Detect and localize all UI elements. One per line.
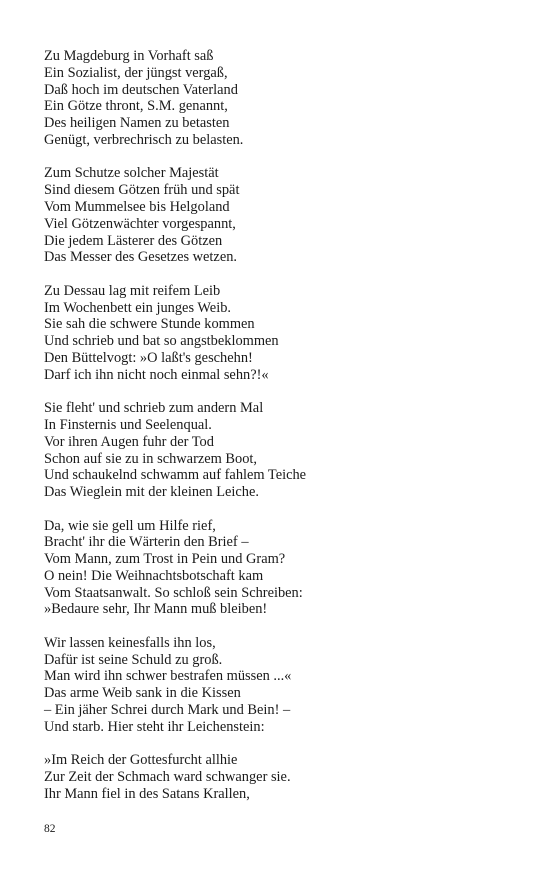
poem-line: Vom Mann, zum Trost in Pein und Gram?: [44, 551, 286, 568]
poem-line: In Finsternis und Seelenqual.: [44, 416, 212, 433]
stanza-1: [44, 48, 514, 149]
poem-line: Sind diesem Götzen früh und spät: [44, 182, 240, 199]
poem-line: Vom Staatsanwalt. So schloß sein Schreiben:: [44, 584, 303, 601]
poem-line: Schon auf sie zu in schwarzem Boot,: [44, 450, 258, 467]
poem-line: Das Wieglein mit der kleinen Leiche.: [44, 484, 259, 501]
stanza-6: [44, 635, 514, 736]
poem-line: – Ein jäher Schrei durch Mark und Bein! –: [44, 702, 291, 719]
stanza-2: [44, 165, 514, 266]
stanza-3: [44, 283, 514, 384]
poem-line: Ein Sozialist, der jüngst vergaß,: [44, 64, 228, 81]
poem-line: Zu Dessau lag mit reifem Leib: [44, 282, 221, 299]
poem-line: Vom Mummelsee bis Helgoland: [44, 198, 230, 215]
poem-line: Genügt, verbrechrisch zu belasten.: [44, 131, 244, 148]
poem-line: O nein! Die Weihnachtsbotschaft kam: [44, 567, 264, 584]
poem-line: Daß hoch im deutschen Vaterland: [44, 81, 238, 98]
poem-line: Und starb. Hier steht ihr Leichenstein:: [44, 718, 265, 735]
poem-line: Man wird ihn schwer bestrafen müssen ...«: [44, 668, 292, 685]
poem-line: Den Büttelvogt: »O laßt's geschehn!: [44, 349, 253, 366]
poem-line: »Bedaure sehr, Ihr Mann muß bleiben!: [44, 601, 268, 618]
poem-line: Zu Magdeburg in Vorhaft saß: [44, 48, 214, 64]
poem-line: Viel Götzenwächter vorgespannt,: [44, 215, 236, 232]
poem-line: Darf ich ihn nicht noch einmal sehn?!«: [44, 366, 269, 383]
poem-line: »Im Reich der Gottesfurcht allhie: [44, 752, 238, 769]
poem-line: Ein Götze thront, S.M. genannt,: [44, 98, 228, 115]
poem-line: Sie sah die schwere Stunde kommen: [44, 316, 255, 333]
poem-line: Ihr Mann fiel in des Satans Krallen,: [44, 785, 250, 802]
stanza-4: [44, 400, 514, 501]
stanza-7: [44, 752, 514, 802]
poem-line: Und schrieb und bat so angstbeklommen: [44, 333, 279, 350]
poem-line: Da, wie sie gell um Hilfe rief,: [44, 517, 216, 534]
poem-line: Und schaukelnd schwamm auf fahlem Teiche: [44, 467, 307, 484]
poem-body: [44, 48, 514, 819]
poem-line: Zum Schutze solcher Majestät: [44, 165, 219, 182]
poem-line: Wir lassen keinesfalls ihn los,: [44, 634, 216, 651]
poem-line: Die jedem Lästerer des Götzen: [44, 232, 223, 249]
poem-line: Das Messer des Gesetzes wetzen.: [44, 249, 238, 266]
poem-line: Das arme Weib sank in die Kissen: [44, 685, 241, 702]
poem-line: Im Wochenbett ein junges Weib.: [44, 299, 231, 316]
poem-line: Des heiligen Namen zu betasten: [44, 115, 230, 132]
poem-line: Dafür ist seine Schuld zu groß.: [44, 651, 223, 668]
stanza-5: [44, 518, 514, 619]
page-number: 82: [44, 823, 56, 835]
poem-line: Zur Zeit der Schmach ward schwanger sie.: [44, 769, 291, 786]
poem-line: Vor ihren Augen fuhr der Tod: [44, 433, 214, 450]
poem-line: Sie fleht' und schrieb zum andern Mal: [44, 400, 264, 417]
poem-line: Bracht' ihr die Wärterin den Brief –: [44, 534, 249, 551]
